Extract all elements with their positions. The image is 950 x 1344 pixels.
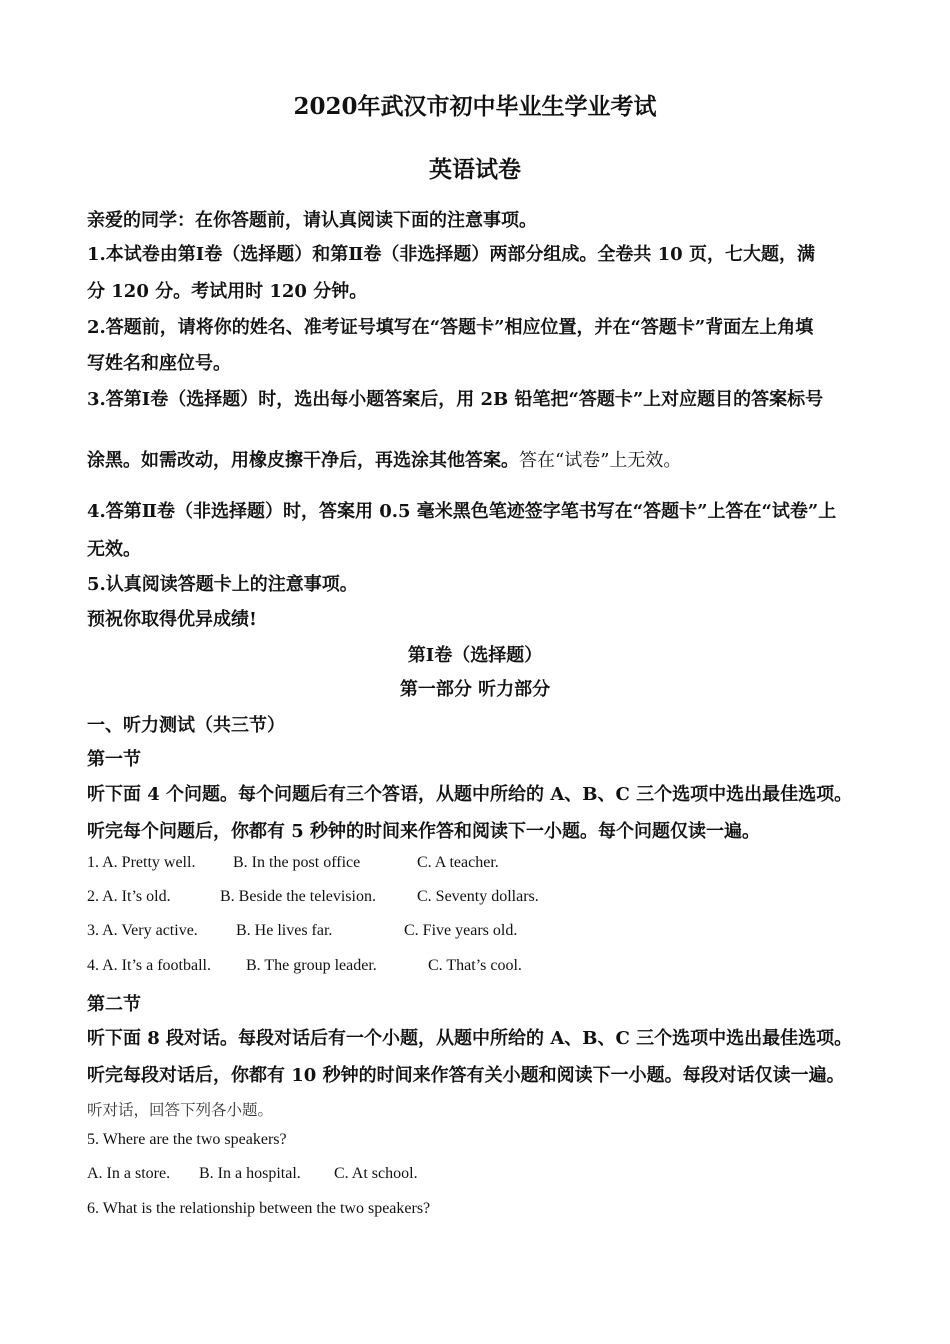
notice-item2-line1: 2.答题前，请将你的姓名、准考证号填写在“答题卡”相应位置，并在“答题卡”背面左上角填 bbox=[87, 317, 814, 338]
q5-option-b: B. In a hospital. bbox=[199, 1165, 301, 1182]
volume1-heading: 第Ⅰ卷（选择题） bbox=[407, 645, 543, 666]
section2-note: 听对话，回答下列各小题。 bbox=[87, 1101, 274, 1119]
q5-option-a: A. In a store. bbox=[87, 1165, 171, 1182]
section2-instruction-line1: 听下面 8 段对话。每段对话后有一个小题，从题中所给的 A、B、C 三个选项中选出最佳选项。 bbox=[87, 1028, 853, 1049]
notice-item3-line2-b: 答在“试卷”上无效。 bbox=[519, 450, 682, 471]
notice-item3-line2 bbox=[87, 446, 681, 472]
q1-option-a: 1. A. Pretty well. bbox=[87, 854, 196, 871]
q1-option-b: B. In the post office bbox=[233, 854, 361, 871]
section2-label: 第二节 bbox=[87, 994, 141, 1015]
q5-question: 5. Where are the two speakers? bbox=[87, 1131, 287, 1148]
notice-item1-line2: 分 120 分。考试用时 120 分钟。 bbox=[87, 281, 368, 302]
q4-option-c: C. That’s cool. bbox=[428, 957, 522, 974]
section1-label: 第一节 bbox=[87, 749, 141, 770]
notice-item3-line1: 3.答第Ⅰ卷（选择题）时，选出每小题答案后，用 2B 铅笔把“答题卡”上对应题目的答案标号 bbox=[87, 389, 824, 410]
q4-option-a: 4. A. It’s a football. bbox=[87, 957, 211, 974]
notice-item2-line2: 写姓名和座位号。 bbox=[87, 353, 231, 374]
q6-question: 6. What is the relationship between the two speakers? bbox=[87, 1200, 431, 1217]
notice-item4-line2: 无效。 bbox=[87, 539, 141, 560]
section-heading: 一、听力测试（共三节） bbox=[87, 715, 285, 736]
section2-instruction-line2: 听完每段对话后，你都有 10 秒钟的时间来作答有关小题和阅读下一小题。每段对话仅读一遍。 bbox=[87, 1065, 845, 1086]
q2-option-a: 2. A. It’s old. bbox=[87, 888, 171, 905]
section1-instruction-line2: 听完每个问题后，你都有 5 秒钟的时间来作答和阅读下一小题。每个问题仅读一遍。 bbox=[87, 821, 761, 842]
notice-greeting: 亲爱的同学：在你答题前，请认真阅读下面的注意事项。 bbox=[87, 210, 537, 231]
section1-instruction-line1: 听下面 4 个问题。每个问题后有三个答语，从题中所给的 A、B、C 三个选项中选出最佳选项。 bbox=[87, 784, 853, 805]
part1-heading: 第一部分 听力部分 bbox=[399, 679, 551, 700]
notice-item4-line1: 4.答第Ⅱ卷（非选择题）时，答案用 0.5 毫米黑色笔迹签字笔书写在“答题卡”上答在“试卷”上 bbox=[87, 501, 837, 522]
notice-item3-line2-a: 涂黑。如需改动，用橡皮擦干净后，再选涂其他答案。 bbox=[87, 450, 519, 471]
notice-wish: 预祝你取得优异成绩! bbox=[87, 609, 257, 630]
exam-subtitle: 英语试卷 bbox=[429, 156, 521, 183]
q3-option-b: B. He lives far. bbox=[236, 922, 333, 939]
q5-option-c: C. At school. bbox=[334, 1165, 418, 1182]
notice-item5: 5.认真阅读答题卡上的注意事项。 bbox=[87, 574, 358, 595]
q1-option-c: C. A teacher. bbox=[417, 854, 499, 871]
q3-option-a: 3. A. Very active. bbox=[87, 922, 198, 939]
q3-option-c: C. Five years old. bbox=[404, 922, 518, 939]
q4-option-b: B. The group leader. bbox=[246, 957, 377, 974]
notice-item1-line1: 1.本试卷由第Ⅰ卷（选择题）和第Ⅱ卷（非选择题）两部分组成。全卷共 10 页，七大题，满 bbox=[87, 244, 815, 265]
exam-title: 2020年武汉市初中毕业生学业考试 bbox=[293, 93, 657, 120]
q2-option-b: B. Beside the television. bbox=[220, 888, 376, 905]
q2-option-c: C. Seventy dollars. bbox=[417, 888, 539, 905]
